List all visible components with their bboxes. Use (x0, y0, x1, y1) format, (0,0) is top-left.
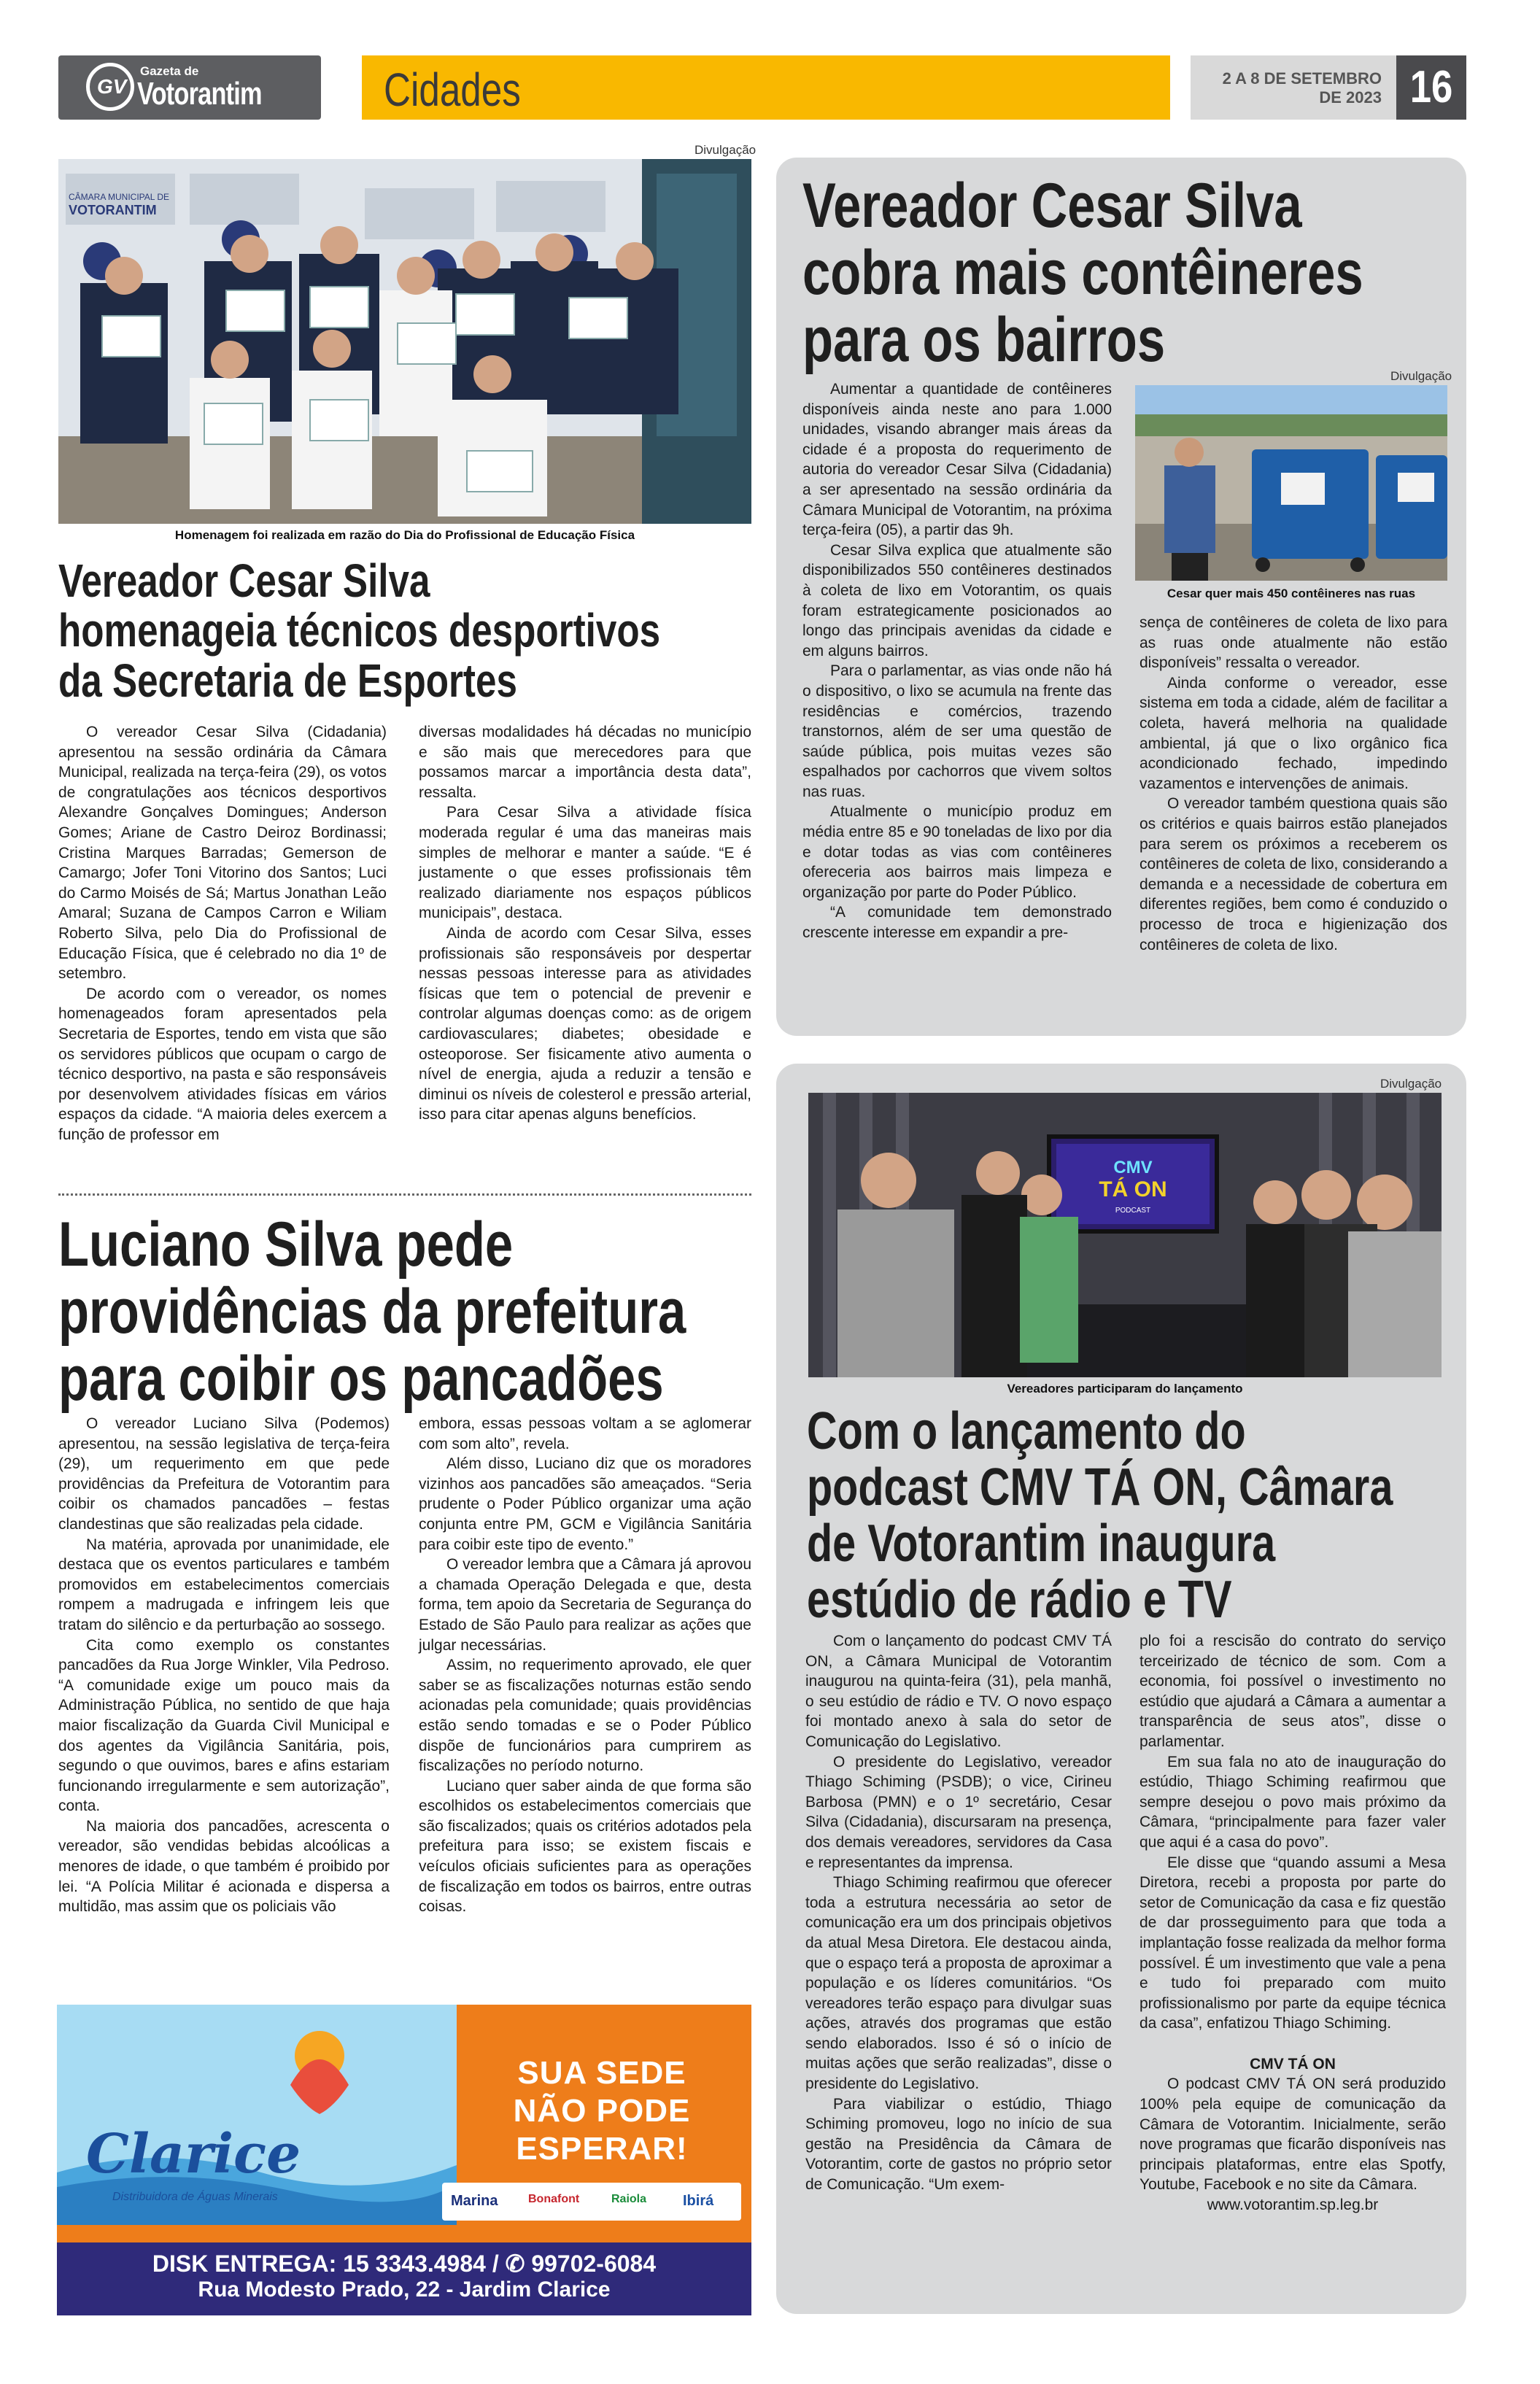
paragraph: O vereador Luciano Silva (Podemos) apresentou, na sessão legislativa de terça-feira (29), um requerimento em que pede providências da Prefeitura de Votorantim para coibir os chamados pancadões – festas clandestinas que são realizadas pela cidade. (58, 1415, 390, 1533)
paragraph: diversas modalidades há décadas no município e são mais que merecedores para que possamos marcar a importância desta data”, ressalta. (419, 724, 751, 801)
screen-text-2: TÁ ON (1099, 1177, 1167, 1201)
article-photo-studio[interactable] (808, 1093, 1442, 1377)
paragraph: Ainda de acordo com Cesar Silva, esses profissionais são responsáveis por despertar nessas pessoas interesse para as atividades físicas que tem o potencial de prevenir e controlar algumas doenças como: as de origem cardiovasculares; diabetes; obesidade e osteoporose. Ser fisicamente ativo aumenta o nível de energia, ajuda a reduzir a tensão e diminui os níveis de colesterol e pressão arterial, isso para citar apenas alguns benefícios. (419, 924, 751, 1123)
photo-credit: Divulgação (694, 143, 757, 157)
paragraph: Na matéria, aprovada por unanimidade, ele destaca que os eventos particulares e também promovidos em estabelecimentos comerciais rompem a madrugada e infringem leis que tratam do silêncio e da perturbação ao sossego. (58, 1536, 390, 1633)
paragraph: Para viabilizar o estúdio, Thiago Schiming promoveu, logo no início de sua gestão na Presidência da Câmara de Votorantim, corte de gastos no próprio setor de Comunicação. “Um exem- (805, 2095, 1112, 2194)
headline-line-1: Vereador Cesar Silva (58, 554, 430, 607)
ad-brand-name: Clarice (86, 2123, 301, 2186)
paragraph: O podcast CMV TÁ ON será produzido 100% pela equipe de comunicação da Câmara de Votorantim. Inicialmente, serão nove programas que ficarão disponíveis nas principais plataformas, entre elas Spotfy, Youtube, Facebook e no site da Câmara. (1139, 2075, 1446, 2194)
logo-main-text: Votorantim (137, 76, 262, 112)
article-headline (58, 556, 751, 705)
photo-credit: Divulgação (1380, 1077, 1442, 1091)
paragraph: Luciano quer saber ainda de que forma são escolhidos os estabelecimentos comerciais que são fiscalizados; quais os critérios adotados pela prefeitura para isso; se existem fiscais e veículos oficiais suficientes para as operações de fiscalização em todos os bairros, entre outras coisas. (419, 1777, 751, 1916)
section-title: Cidades (384, 63, 521, 116)
paragraph: O vereador Cesar Silva (Cidadania) apresentou na sessão ordinária da Câmara Municipal, realizada na terça-feira (29), os votos de congratulações aos técnicos desportivos Alexandre Gonçalves Domingues; Anderson Gomes; Ariane de Castro Deiroz Bordinassi; Cristina Marques Barradas; Gemerson de Camargo; Jofer Toni Vitorino dos Santos; Luci do Carmo Moisés de Sá; Martus Jonathan Leão Amaral; Suzana de Campos Carron e Wiliam Roberto Silva, pelo Dia do Profissional de Educação Física, que é celebrado no dia 1º de setembro. (58, 724, 387, 983)
paragraph: Cesar Silva explica que atualmente são disponibilizados 550 contêineres destinados à coleta de lixo em Votorantim, os quais foram estrategicamente posicionados ao longo das principais avenidas da cidade e em alguns bairros. (802, 541, 1112, 659)
ad-phone[interactable]: DISK ENTREGA: 15 3343.4984 / ✆ 99702-6084 (152, 2251, 657, 2277)
date-line-1: 2 A 8 DE SETEMBRO (1222, 69, 1382, 88)
article-headline (58, 1211, 751, 1412)
article-headline (802, 172, 1459, 374)
headline-line-3: da Secretaria de Esportes (58, 654, 517, 707)
article-column-2 (1139, 613, 1447, 955)
ad-slogan-line: NÃO PODE (513, 2093, 691, 2129)
paragraph: Aumentar a quantidade de contêineres disponíveis ainda neste ano para 1.000 unidades, visando abranger mais áreas da cidade é a proposta do requerimento de autoria do vereador Cesar Silva (Cidadania) a ser apresentado na sessão ordinária da Câmara Municipal de Votorantim, na próxima terça-feira (05), a partir das 9h. (802, 381, 1112, 539)
website-link[interactable]: www.votorantim.sp.leg.br (1207, 2197, 1379, 2214)
article-column-1 (802, 379, 1112, 943)
paragraph: Assim, no requerimento aprovado, ele quer saber se as fiscalizações noturnas estão sendo acionadas pela comunidade; quais providências estão sendo tomadas e se o Poder Público dispõe de funcionários para cumprirem as fiscalizações no período noturno. (419, 1657, 751, 1775)
article-column-1 (805, 1631, 1112, 2195)
paragraph: “A comunidade tem demonstrado crescente interesse em expandir a pre- (802, 904, 1112, 942)
paragraph: O vereador lembra que a Câmara já aprovou a chamada Operação Delegada e que, desta forma, tem apoio da Secretaria de Segurança do Estado de São Paulo para realizar as ações que julgar necessárias. (419, 1556, 751, 1654)
section-divider (58, 1193, 751, 1196)
ad-slogan-line: ESPERAR! (516, 2131, 688, 2167)
paragraph: Na maioria dos pancadões, acrescenta o vereador, são vendidas bebidas alcoólicas a menores de idade, o que também é proibido por lei. “A Polícia Militar é acionada e dispersa a multidão, mas assim que os policiais vão (58, 1817, 390, 1916)
ad-slogan (452, 2054, 751, 2168)
photo-caption: Homenagem foi realizada em razão do Dia do Profissional de Educação Física (174, 528, 635, 542)
photo-caption: Vereadores participaram do lançamento (1007, 1382, 1243, 1396)
paragraph: O vereador também questiona quais são os critérios e quais bairros estão planejados para serem os próximos a receberem os contêineres de coleta de lixo, considerando a demanda e a necessidade de cobertura em diferentes regiões, bem como é conduzido o processo de troca e higienização dos contêineres de coleta de lixo. (1139, 795, 1447, 953)
article-column-2 (419, 1414, 751, 1917)
headline-line-2: providências da prefeitura (58, 1277, 686, 1347)
section-subheading: CMV TÁ ON (1250, 2055, 1336, 2073)
screen-text-1: CMV (1113, 1158, 1153, 1177)
article-column-2 (419, 722, 751, 1125)
brand-logo: Marina (451, 2193, 498, 2209)
section-bar (362, 55, 1170, 120)
paragraph: plo foi a rescisão do contrato do serviço terceirizado de técnico de som. Com a economia, foi possível o investimento no estúdio que ajudará a Câmara a aumentar a transparência de seus atos”, disse o parlamentar. (1139, 1633, 1446, 1750)
article-photo-containers[interactable] (1135, 385, 1447, 581)
page-number: 16 (1409, 62, 1453, 112)
paragraph: Ele disse que “quando assumi a Mesa Diretora, recebi a proposta por parte do setor de Comunicação da casa e fiz questão de dar prosseguimento para que toda a implantação fosse realizada da melhor forma possível. É um investimento que vale a pena e tudo foi preparado com muito profissionalismo por parte da equipe técnica da casa”, enfatizou Thiago Schiming. (1139, 1854, 1446, 2032)
logo-mark-icon: GV (86, 63, 134, 111)
headline-line-3: para coibir os pancadões (58, 1344, 664, 1414)
paragraph: Com o lançamento do podcast CMV TÁ ON, a Câmara Municipal de Votorantim inaugurou na quinta-feira (31), pela manhã, o seu estúdio de rádio e TV. O novo espaço foi montado anexo à sala do setor de Comunicação do Legislativo. (805, 1633, 1112, 1750)
headline-line-2: cobra mais contêineres (802, 238, 1363, 309)
article-photo-homage[interactable] (58, 159, 751, 524)
date-box (1191, 55, 1396, 120)
ad-slogan-line: SUA SEDE (517, 2055, 686, 2091)
screen-text-3: PODCAST (1115, 1207, 1151, 1215)
paragraph: Thiago Schiming reafirmou que oferecer toda a estrutura necessária ao setor de comunicação era um dos principais objetivos da atual Mesa Diretora. Ele destacou ainda, que o espaço terá a proposta de aproximar a população e os líderes comunitários. “Os vereadores terão espaço para divulgar suas ações, através dos programas que estão sendo elaborados. Isso é só o início de muitas ações que serão realizadas”, disse o presidente do Legislativo. (805, 1874, 1112, 2093)
headline-line-2: homenageia técnicos desportivos (58, 604, 661, 657)
headline-line-3: para os bairros (802, 305, 1166, 376)
article-column-1 (58, 722, 387, 1145)
photo-caption: Cesar quer mais 450 contêineres nas ruas (1166, 587, 1416, 600)
headline-line-1: Vereador Cesar Silva (802, 171, 1302, 241)
ad-brand-panel (57, 2005, 457, 2225)
headline-line-3: de Votorantim inaugura (807, 1514, 1276, 1574)
article-headline (807, 1404, 1449, 1628)
headline-line-1: Luciano Silva pede (58, 1210, 514, 1280)
ad-address: Rua Modesto Prado, 22 - Jardim Clarice (198, 2277, 611, 2302)
paragraph: De acordo com o vereador, os nomes homenageados foram apresentados pela Secretaria de Esportes, tendo em vista que são os servidores públicos que ocupam o cargo de técnico desportivo, na pasta e são responsáveis por desenvolvem atividades físicas em vários espaços da cidade. “A maioria deles exercem a função de professor em (58, 985, 387, 1143)
headline-line-2: podcast CMV TÁ ON, Câmara (807, 1458, 1393, 1517)
paragraph: Atualmente o município produz em média entre 85 e 90 toneladas de lixo por dia e dotar todas as vias com contêineres ofereceria aos bairros mais limpeza e organização por parte do Poder Público. (802, 803, 1112, 901)
ad-partner-brands (442, 2183, 741, 2221)
date-line-2: DE 2023 (1319, 88, 1382, 107)
paragraph: O presidente do Legislativo, vereador Thiago Schiming (PSDB); o vice, Cirineu Barbosa (PMN) e o 1º secretário, Cesar Silva (Cidadania), discursaram na presença, dos demais vereadores, servidores da Casa e representantes da imprensa. (805, 1753, 1112, 1871)
page-number-box (1396, 55, 1466, 120)
paragraph: Para Cesar Silva a atividade física moderada regular é uma das maneiras mais simples de melhorar e manter a saúde. “E é justamente o que esses profissionais têm realizado diariamente nos espaços públicos municipais”, destaca. (419, 804, 751, 922)
paragraph: Além disso, Luciano diz que os moradores vizinhos aos pancadões são ameaçados. “Seria prudente o Poder Público organizar uma ação conjunta entre PM, GCM e Vigilância Sanitária para coibir este tipo de evento.” (419, 1455, 751, 1553)
paragraph: Cita como exemplo os constantes pancadões da Rua Jorge Winkler, Vila Pedroso. “A comunidade exige um pouco mais da Administração Pública, no sentido de que haja maior fiscalização da Guarda Civil Municipal e dos agentes da Vigilância Sanitária, pois, segundo o que ouvimos, bares e afins estariam funcionando irregularmente e sem autorização”, conta. (58, 1636, 390, 1815)
paragraph: sença de contêineres de coleta de lixo para as ruas onde atualmente não estão disponíveis” ressalta o vereador. (1139, 614, 1447, 672)
brand-logo: Bonafont (528, 2193, 580, 2205)
logo-small-text: Gazeta de (140, 64, 199, 78)
paragraph: Em sua fala no ato de inauguração do estúdio, Thiago Schiming reafirmou que sempre desejou o povo mais próximo da Câmara, “principalmente para fazer valer que aqui é a casa do povo”. (1139, 1753, 1446, 1851)
headline-line-4: estúdio de rádio e TV (807, 1571, 1232, 1630)
headline-line-1: Com o lançamento do (807, 1402, 1246, 1460)
photo-credit: Divulgação (1390, 369, 1452, 383)
photo-sign-text-2: VOTORANTIM (69, 203, 157, 217)
paragraph: embora, essas pessoas voltam a se aglomerar com som alto”, revela. (419, 1415, 751, 1452)
article-column-1 (58, 1414, 390, 1917)
paragraph: Para o parlamentar, as vias onde não há o dispositivo, o lixo se acumula na frente das residências e comércios, trazendo transtornos, além de ser uma questão de saúde pública, pois muitas vezes são espalhados por cachorros que vivem soltos nas ruas. (802, 662, 1112, 800)
photo-sign-text-1: CÂMARA MUNICIPAL DE (69, 192, 170, 202)
brand-logo: Raiola (611, 2193, 647, 2205)
article-column-2 (1139, 1631, 1446, 2215)
paragraph: Ainda conforme o vereador, esse sistema em toda a cidade, além de facilitar a coleta, haverá melhoria na qualidade ambiental, já que o lixo orgânico fica acondicionado fechado, impedindo vazamentos e intervenções de animais. (1139, 674, 1447, 792)
ad-brand-subtitle: Distribuidora de Águas Minerais (112, 2191, 278, 2203)
brand-logo: Ibirá (683, 2193, 714, 2209)
